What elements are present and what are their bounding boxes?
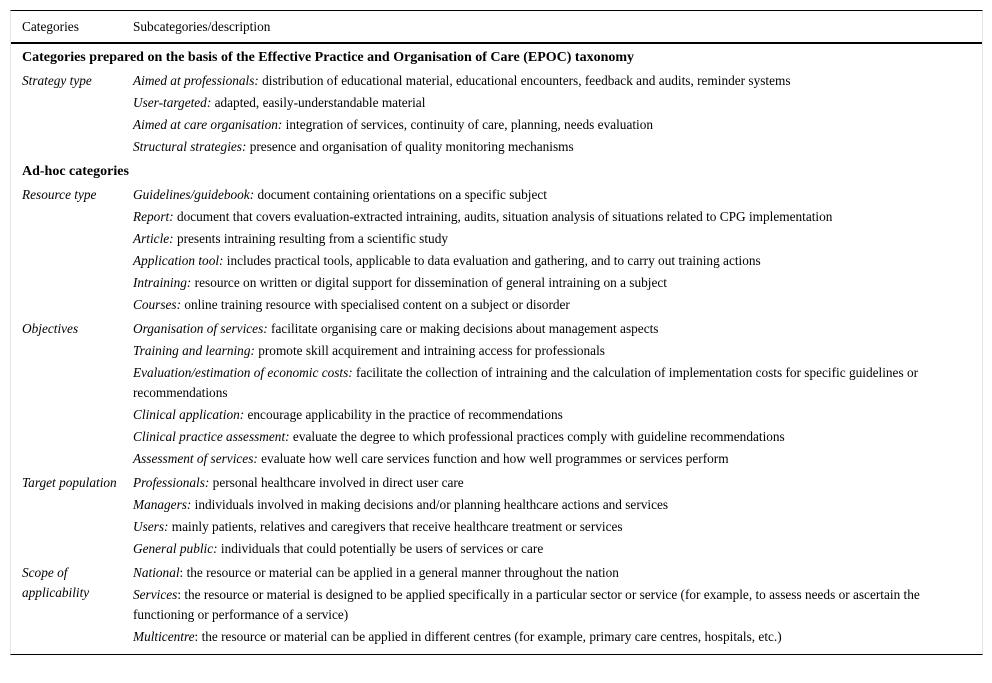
subcategory-term: Application tool:: [133, 253, 224, 268]
subcategory-term: Assessment of services:: [133, 451, 258, 466]
subcategory-description: online training resource with specialised content on a subject or disorder: [181, 297, 570, 312]
subcategory-term: National: [133, 565, 180, 580]
subcategory-item: [133, 114, 933, 136]
subcategory-description: : the resource or material can be applied in different centres (for example, primary care centres, hospitals, etc.): [194, 629, 782, 644]
subcategory-item: [133, 92, 933, 114]
subcategory-description: facilitate organising care or making decisions about management aspects: [267, 321, 659, 336]
subcategory-term: Training and learning:: [133, 343, 255, 358]
subcategory-term: Professionals:: [133, 475, 210, 490]
subcategory-item: [133, 426, 933, 448]
categories-table: [10, 10, 983, 655]
table-row: [11, 68, 982, 158]
category-label: Resource type: [22, 187, 97, 202]
subcategory-description: presents intraining resulting from a scientific study: [173, 231, 448, 246]
subcategory-term: Managers:: [133, 497, 192, 512]
subcategory-description: promote skill acquirement and intraining access for professionals: [254, 343, 605, 358]
table-row: [11, 470, 982, 560]
header-subcategories: Subcategories/description: [133, 18, 271, 34]
subcategory-item: [133, 538, 933, 560]
subcategory-item: [133, 184, 933, 206]
subcategory-term: Report:: [133, 209, 174, 224]
subcategory-item: [133, 404, 933, 426]
subcategory-item: [133, 562, 933, 584]
subcategory-item: [133, 206, 933, 228]
subcategory-item: [133, 136, 933, 158]
subcategory-description: evaluate the degree to which professional practices comply with guideline recommendations: [289, 429, 785, 444]
subcategory-description: resource on written or digital support for dissemination of general intraining on a subject: [191, 275, 667, 290]
subcategory-description: distribution of educational material, educational encounters, feedback and audits, reminder systems: [258, 73, 791, 88]
subcategory-list: [133, 70, 933, 158]
category-label: Strategy type: [22, 73, 92, 88]
subcategory-term: Intraining:: [133, 275, 192, 290]
table-header: [11, 11, 982, 44]
subcategory-description: document containing orientations on a specific subject: [254, 187, 547, 202]
subcategory-term: Article:: [133, 231, 174, 246]
subcategory-term: Structural strategies:: [133, 139, 247, 154]
subcategory-item: [133, 250, 933, 272]
subcategory-description: individuals involved in making decisions and/or planning healthcare actions and services: [191, 497, 669, 512]
table-row: [11, 182, 982, 316]
subcategory-item: [133, 584, 933, 626]
subcategory-item: [133, 626, 933, 648]
table-row: [11, 560, 982, 648]
category-label: Target population: [22, 475, 117, 490]
subcategory-description: evaluate how well care services function and how well programmes or services perform: [257, 451, 729, 466]
subcategory-item: [133, 318, 933, 340]
subcategory-description: document that covers evaluation-extracted intraining, audits, situation analysis of situations related to CPG implementation: [173, 209, 833, 224]
subcategory-item: [133, 362, 933, 404]
table-body: [11, 44, 982, 654]
subcategory-term: Aimed at care organisation:: [133, 117, 283, 132]
subcategory-term: Clinical practice assessment:: [133, 429, 290, 444]
subcategory-list: [133, 472, 933, 560]
subcategory-item: [133, 448, 933, 470]
section-heading: Ad-hoc categories: [22, 164, 129, 179]
subcategory-term: Aimed at professionals:: [133, 73, 259, 88]
subcategory-item: [133, 228, 933, 250]
subcategory-term: Multicentre: [133, 629, 195, 644]
subcategory-item: [133, 70, 933, 92]
subcategory-list: [133, 184, 933, 316]
subcategory-term: Services: [133, 587, 178, 602]
subcategory-list: [133, 318, 933, 470]
subcategory-item: [133, 472, 933, 494]
header-categories: Categories: [22, 18, 79, 34]
subcategory-term: Courses:: [133, 297, 182, 312]
subcategory-item: [133, 272, 933, 294]
subcategory-description: integration of services, continuity of care, planning, needs evaluation: [282, 117, 654, 132]
subcategory-term: Users:: [133, 519, 169, 534]
subcategory-item: [133, 494, 933, 516]
subcategory-term: User-targeted:: [133, 95, 212, 110]
subcategory-description: encourage applicability in the practice of recommendations: [244, 407, 563, 422]
section-heading: Categories prepared on the basis of the Effective Practice and Organisation of Care (EPOC) taxonomy: [22, 50, 635, 65]
category-label: Scope of applicability: [22, 565, 90, 600]
subcategory-description: individuals that could potentially be users of services or care: [217, 541, 544, 556]
category-label: Objectives: [22, 321, 79, 336]
subcategory-description: : the resource or material is designed to be applied specifically in a particular sector or service (for example, to assess needs or ascertain the functioning or performance of a service): [133, 587, 920, 622]
subcategory-description: presence and organisation of quality monitoring mechanisms: [246, 139, 574, 154]
subcategory-term: Clinical application:: [133, 407, 245, 422]
table-row: [11, 316, 982, 470]
subcategory-term: Organisation of services:: [133, 321, 268, 336]
subcategory-item: [133, 294, 933, 316]
subcategory-term: Guidelines/guidebook:: [133, 187, 255, 202]
subcategory-item: [133, 340, 933, 362]
subcategory-term: General public:: [133, 541, 218, 556]
subcategory-list: [133, 562, 933, 648]
subcategory-item: [133, 516, 933, 538]
subcategory-description: facilitate the collection of intraining and the calculation of implementation costs for specific guidelines or recommendations: [133, 365, 919, 400]
subcategory-description: adapted, easily-understandable material: [211, 95, 426, 110]
subcategory-description: : the resource or material can be applied in a general manner throughout the nation: [179, 565, 619, 580]
subcategory-description: mainly patients, relatives and caregivers that receive healthcare treatment or services: [168, 519, 623, 534]
subcategory-term: Evaluation/estimation of economic costs:: [133, 365, 353, 380]
subcategory-description: personal healthcare involved in direct user care: [209, 475, 464, 490]
subcategory-description: includes practical tools, applicable to data evaluation and gathering, and to carry out training actions: [223, 253, 761, 268]
